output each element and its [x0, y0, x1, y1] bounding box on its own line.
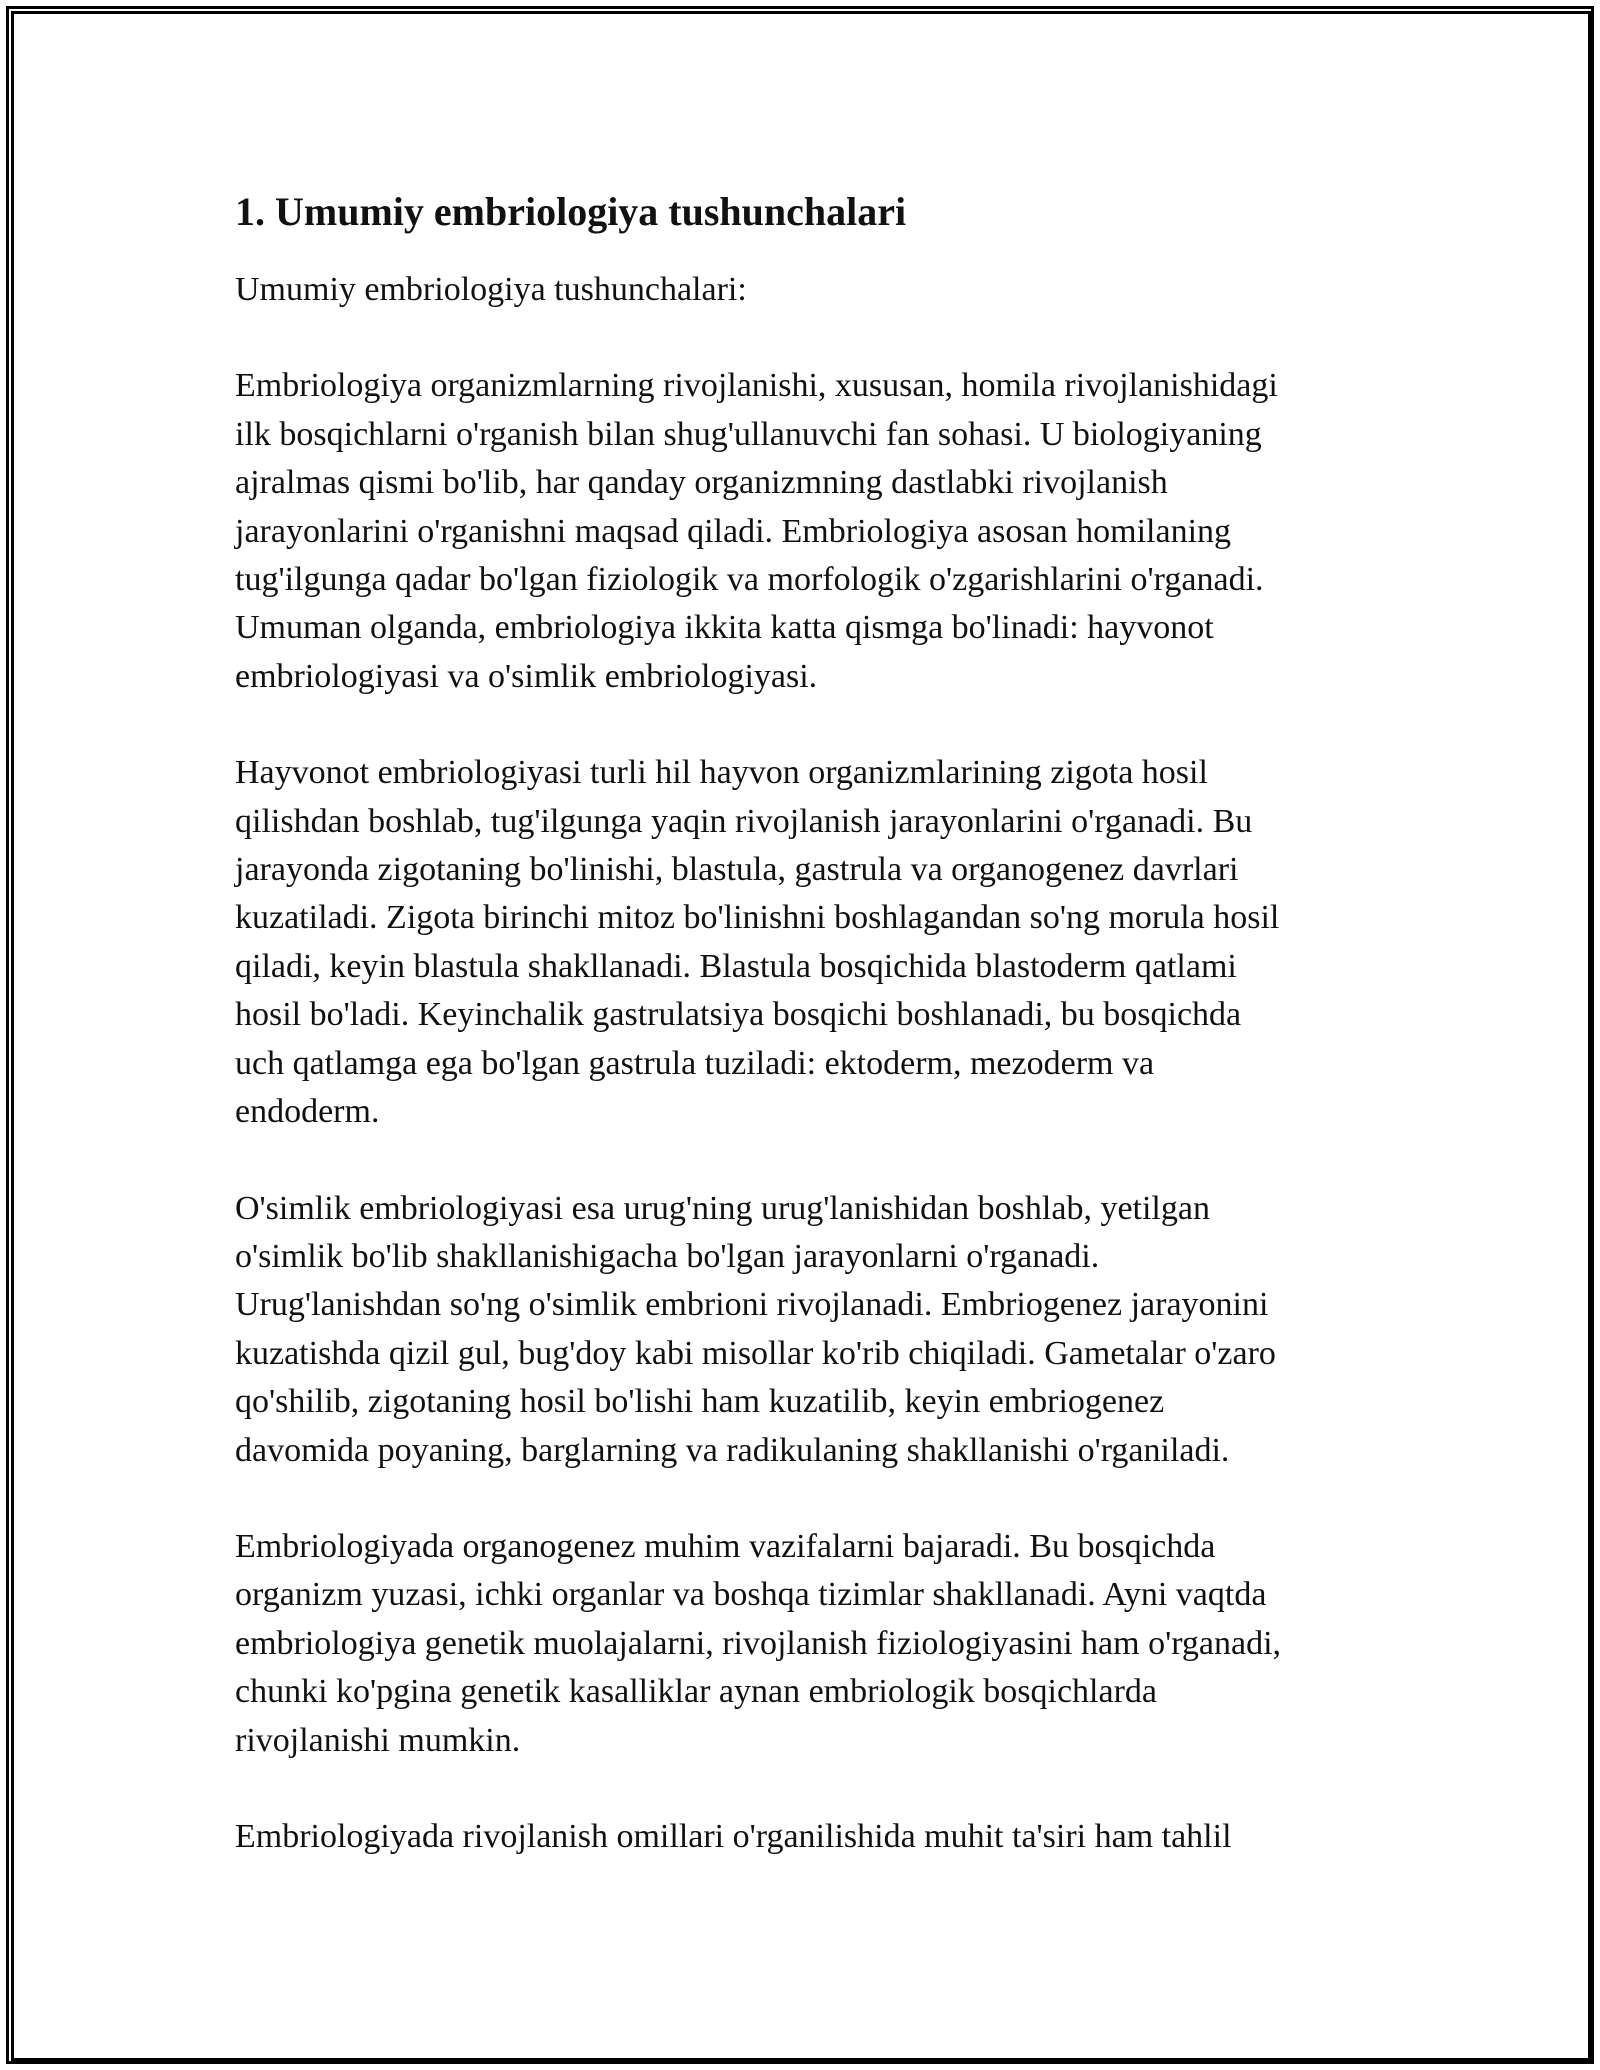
paragraph-embryology-definition: Embriologiya organizmlarning rivojlanishi, xususan, homila rivojlanishidagi ilk bosqichlarni o'rganish bilan shug'ullanuvchi fan sohasi. U biologiyaning ajralmas qismi bo'lib, har qanday organizmning dastlabki rivojlanish jarayonlarini o'rganishni maqsad qiladi. Embriologiya asosan homilaning tug'ilgunga qadar bo'lgan fiziologik va morfologik o'zgarishlarini o'rganadi. Umuman olganda, embriologiya ikkita katta qismga bo'linadi: hayvonot embriologiyasi va o'simlik embriologiyasi.: [235, 367, 1278, 695]
document-body: [235, 186, 1385, 1909]
intro-line: Umumiy embriologiya tushunchalari:: [235, 271, 747, 308]
paragraph-development-factors: Embriologiyada rivojlanish omillari o'rganilishida muhit ta'siri ham tahlil: [235, 1817, 1232, 1855]
paragraph-plant-embryology: O'simlik embriologiyasi esa urug'ning urug'lanishidan boshlab, yetilgan o'simlik bo'lib shakllanishigacha bo'lgan jarayonlarni o'rganadi. Urug'lanishdan so'ng o'simlik embrioni rivojlanadi. Embriogenez jarayonini kuzatishda qizil gul, bug'doy kabi misollar ko'rib chiqiladi. Gametalar o'zaro qo'shilib, zigotaning hosil bo'lishi ham kuzatilib, keyin embriogenez davomida poyaning, barglarning va radikulaning shakllanishi o'rganiladi.: [235, 1189, 1276, 1469]
section-heading: 1. Umumiy embriologiya tushunchalari: [235, 189, 907, 234]
paragraph-animal-embryology: Hayvonot embriologiyasi turli hil hayvon organizmlarining zigota hosil qilishdan boshlab, tug'ilgunga yaqin rivojlanish jarayonlarini o'rganadi. Bu jarayonda zigotaning bo'linishi, blastula, gastrula va organogenez davrlari kuzatiladi. Zigota birinchi mitoz bo'linishni boshlagandan so'ng morula hosil qiladi, keyin blastula shakllanadi. Blastula bosqichida blastoderm qatlami hosil bo'ladi. Keyinchalik gastrulatsiya bosqichi boshlanadi, bu bosqichda uch qatlamga ega bo'lgan gastrula tuziladi: ektoderm, mezoderm va endoderm.: [235, 754, 1280, 1131]
paragraph-organogenesis: Embriologiyada organogenez muhim vazifalarni bajaradi. Bu bosqichda organizm yuzasi, ichki organlar va boshqa tizimlar shakllanadi. Ayni vaqtda embriologiya genetik muolajalarni, rivojlanish fiziologiyasini ham o'rganadi, chunki ko'pgina genetik kasalliklar aynan embriologik bosqichlarda rivojlanishi mumkin.: [235, 1527, 1282, 1759]
